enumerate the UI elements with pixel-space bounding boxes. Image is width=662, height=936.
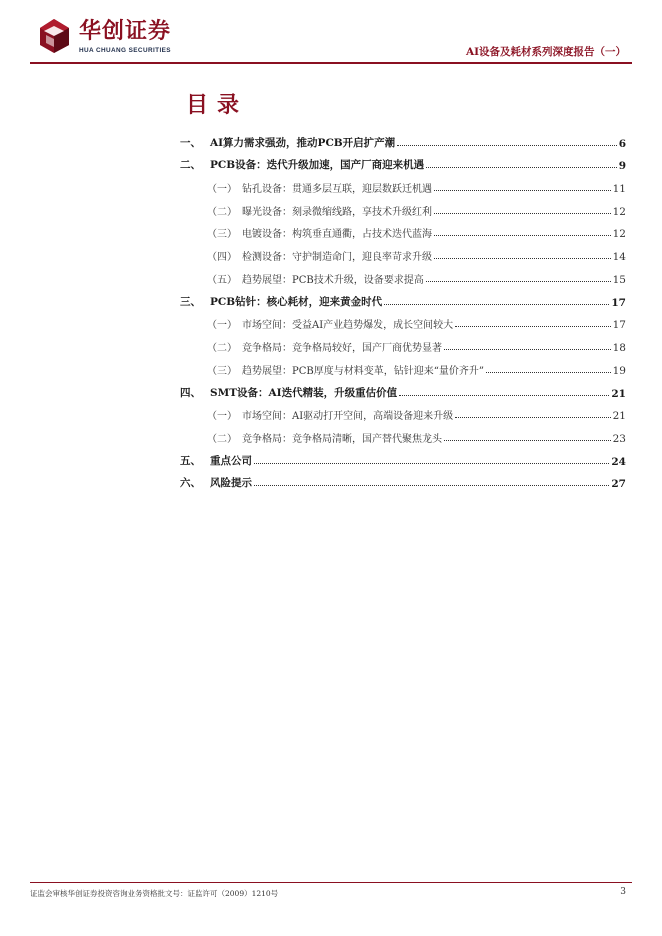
toc-entry-title: AI算力需求强劲，推动PCB开启扩产潮 bbox=[210, 137, 396, 149]
toc-entry-title: 重点公司 bbox=[210, 455, 252, 467]
toc-entry-title: 竞争格局：竞争格局较好，国产厂商优势显著 bbox=[242, 343, 442, 354]
toc-entry-number: 二、 bbox=[180, 159, 201, 171]
toc-entry-title: 趋势展望：PCB技术升级，设备要求提高 bbox=[242, 275, 424, 286]
toc-subentry[interactable] bbox=[180, 406, 626, 422]
toc-dot-leader bbox=[434, 258, 611, 259]
toc-entry-number: （二） bbox=[207, 434, 237, 445]
toc-entry-number: 五、 bbox=[180, 455, 201, 467]
toc-entry-page: 15 bbox=[612, 274, 626, 286]
toc-entry-number: （四） bbox=[207, 252, 237, 263]
report-title: AI设备及耗材系列深度报告（一） bbox=[465, 46, 626, 58]
header-divider bbox=[30, 62, 632, 64]
toc-entry-page: 14 bbox=[612, 251, 626, 263]
toc-dot-leader bbox=[254, 463, 609, 464]
toc-entry-page: 21 bbox=[612, 410, 626, 422]
toc-entry[interactable] bbox=[180, 156, 626, 172]
toc-entry-number: （一） bbox=[207, 184, 237, 195]
page-header bbox=[0, 0, 662, 64]
toc-entry-title: PCB设备：迭代升级加速，国产厂商迎来机遇 bbox=[210, 159, 425, 171]
footer-license-text: 证监会审核华创证券投资咨询业务资格批文号：证监许可（2009）1210号 bbox=[30, 889, 279, 898]
toc-entry-number: （二） bbox=[207, 343, 237, 354]
toc-entry-title: 电镀设备：构筑垂直通衢，占技术迭代蓝海 bbox=[242, 229, 432, 240]
toc-entry-number: （三） bbox=[207, 229, 237, 240]
toc-entry-number: （一） bbox=[207, 411, 237, 422]
toc-entry[interactable] bbox=[180, 474, 626, 490]
toc-entry-page: 6 bbox=[618, 138, 626, 150]
toc-dot-leader bbox=[426, 167, 617, 168]
toc-entry-page: 11 bbox=[612, 183, 626, 195]
toc-entry-title: 市场空间：受益AI产业趋势爆发，成长空间较大 bbox=[242, 320, 454, 331]
toc-dot-leader bbox=[384, 304, 609, 305]
toc-subentry[interactable] bbox=[180, 179, 626, 195]
toc-subentry[interactable] bbox=[180, 315, 626, 331]
toc-subentry[interactable] bbox=[180, 338, 626, 354]
toc-subentry[interactable] bbox=[180, 270, 626, 286]
page-number: 3 bbox=[620, 887, 626, 897]
footer-divider bbox=[30, 882, 632, 883]
logo-english-name: HUA CHUANG SECURITIES bbox=[79, 47, 171, 54]
toc-dot-leader bbox=[434, 213, 611, 214]
toc-entry-page: 24 bbox=[611, 456, 626, 468]
toc-entry[interactable] bbox=[180, 452, 626, 468]
toc-dot-leader bbox=[434, 235, 611, 236]
toc-entry-number: 一、 bbox=[180, 137, 201, 149]
toc-entry[interactable] bbox=[180, 134, 626, 150]
toc-dot-leader bbox=[486, 372, 611, 373]
toc-entry-page: 18 bbox=[612, 342, 626, 354]
toc-entry-page: 17 bbox=[611, 297, 626, 309]
toc-dot-leader bbox=[455, 417, 610, 418]
toc-entry-title: SMT设备：AI迭代精装，升级重估价值 bbox=[210, 387, 398, 399]
toc-subentry[interactable] bbox=[180, 247, 626, 263]
toc-entry[interactable] bbox=[180, 293, 626, 309]
toc-dot-leader bbox=[254, 485, 609, 486]
toc-subentry[interactable] bbox=[180, 361, 626, 377]
toc-entry-title: 钻孔设备：贯通多层互联，迎层数跃迁机遇 bbox=[242, 184, 432, 195]
toc-entry-number: 四、 bbox=[180, 387, 201, 399]
toc-entry-title: 趋势展望：PCB厚度与材料变革，钻针迎来“量价齐升” bbox=[242, 366, 484, 377]
toc-entry-number: 六、 bbox=[180, 477, 201, 489]
toc-entry-number: （三） bbox=[207, 366, 237, 377]
toc-entry-page: 17 bbox=[612, 319, 626, 331]
toc-dot-leader bbox=[397, 145, 617, 146]
toc-dot-leader bbox=[444, 440, 611, 441]
toc-entry-title: 检测设备：守护制造命门，迎良率苛求升级 bbox=[242, 252, 432, 263]
toc-entry-title: 曝光设备：刻录微缩线路，享技术升级红利 bbox=[242, 207, 432, 218]
toc-entry-page: 23 bbox=[612, 433, 626, 445]
logo-chinese-name: 华创证券 bbox=[79, 19, 172, 44]
toc-entry-title: 竞争格局：竞争格局清晰，国产替代聚焦龙头 bbox=[242, 434, 442, 445]
toc-entry-number: （五） bbox=[207, 275, 237, 286]
toc-entry-number: 三、 bbox=[180, 296, 201, 308]
toc-entry-title: 市场空间：AI驱动打开空间，高端设备迎来升级 bbox=[242, 411, 454, 422]
toc-subentry[interactable] bbox=[180, 202, 626, 218]
toc-dot-leader bbox=[434, 190, 611, 191]
toc-entry-title: 风险提示 bbox=[210, 477, 252, 489]
toc-dot-leader bbox=[455, 326, 610, 327]
toc-entry-number: （一） bbox=[207, 320, 237, 331]
toc-entry[interactable] bbox=[180, 384, 626, 400]
toc-subentry[interactable] bbox=[180, 429, 626, 445]
toc-entry-page: 21 bbox=[611, 388, 626, 400]
toc-dot-leader bbox=[444, 349, 611, 350]
toc-entry-page: 9 bbox=[618, 160, 626, 172]
toc-subentry[interactable] bbox=[180, 224, 626, 240]
toc-entry-page: 12 bbox=[612, 228, 626, 240]
toc-dot-leader bbox=[399, 395, 609, 396]
toc-entry-title: PCB钻针：核心耗材，迎来黄金时代 bbox=[210, 296, 383, 308]
company-logo bbox=[38, 18, 188, 58]
toc-entry-page: 19 bbox=[612, 365, 626, 377]
toc-entry-page: 27 bbox=[611, 478, 626, 490]
logo-mark-icon bbox=[38, 18, 72, 54]
toc-dot-leader bbox=[426, 281, 611, 282]
toc-entry-number: （二） bbox=[207, 207, 237, 218]
toc-entry-page: 12 bbox=[612, 206, 626, 218]
toc-heading: 目录 bbox=[186, 93, 249, 118]
